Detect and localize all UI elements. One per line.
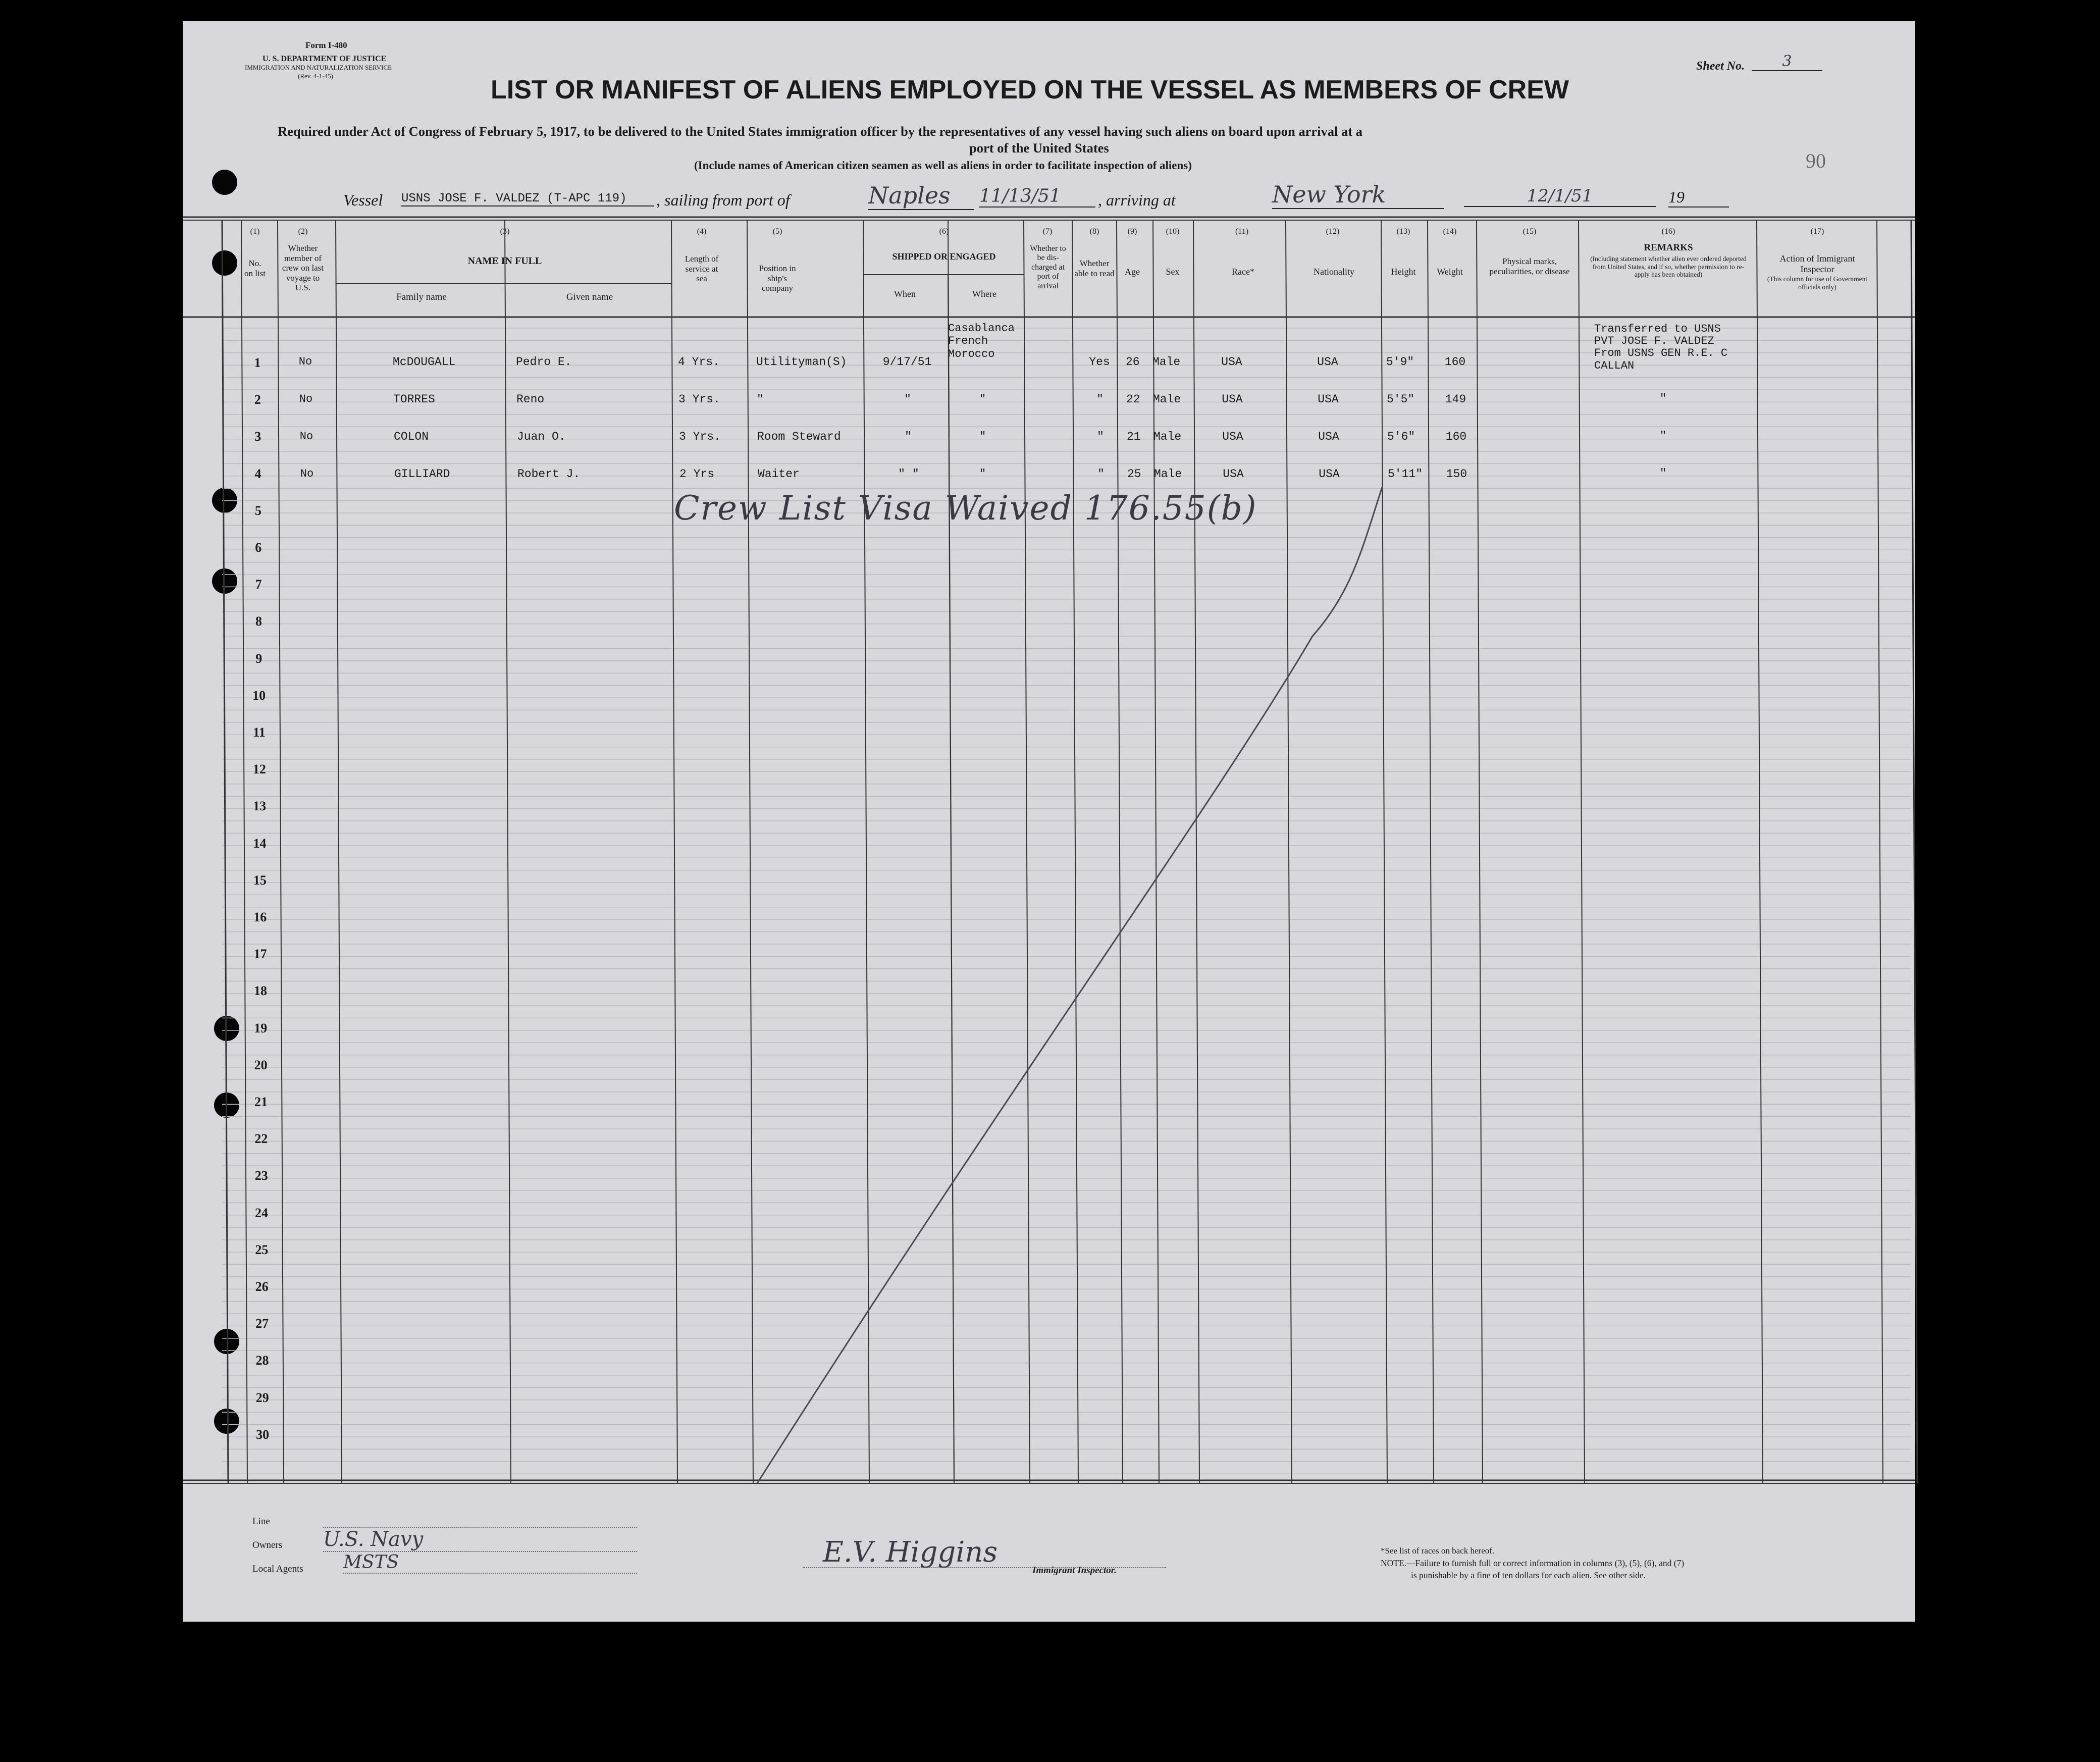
row-number: 28 (255, 1353, 269, 1368)
col-num-7: (7) (1042, 227, 1053, 236)
form-title: LIST OR MANIFEST OF ALIENS EMPLOYED ON THE VESSEL AS MEMBERS OF CREW (491, 75, 1569, 105)
row-number: 16 (253, 910, 267, 924)
length-of-service-cell: 4 Yrs. (678, 355, 720, 369)
year-label: 19 (1668, 188, 1729, 208)
previous-voyage-cell: No (300, 468, 314, 480)
col-num-8: (8) (1089, 227, 1099, 236)
height-cell: 5'6" (1387, 430, 1415, 443)
header-no-on-list: No. on list (244, 258, 266, 278)
races-note: *See list of races on back hereof. (1381, 1546, 1495, 1556)
row-number: 14 (253, 836, 267, 851)
form-subtitle: Required under Act of Congress of February 5, 1917, to be delivered to the United States immigration officer by the representatives of any vessel having such aliens on board upon arrival at a (278, 124, 1362, 139)
remarks-cell: " (1660, 392, 1667, 405)
penalty-note-2: is punishable by a fine of ten dollars for each alien. See other side. (1411, 1570, 1646, 1580)
able-to-read-cell: " (1097, 430, 1104, 443)
race-cell: USA (1223, 468, 1244, 481)
position-cell: Waiter (758, 468, 800, 481)
row-number: 1 (254, 355, 261, 370)
vessel-label: Vessel (343, 191, 383, 209)
col-num-9: (9) (1127, 227, 1137, 236)
row-number: 30 (256, 1427, 270, 1442)
row-number: 24 (255, 1205, 269, 1220)
row-number: 25 (255, 1242, 269, 1257)
weight-cell: 150 (1446, 468, 1467, 481)
line-label: Line (252, 1516, 270, 1527)
shipped-when-cell: " " (898, 468, 919, 481)
sex-cell: Male (1153, 393, 1181, 406)
height-cell: 5'5" (1387, 393, 1415, 406)
race-cell: USA (1222, 430, 1243, 443)
shipped-when-cell: " (905, 430, 912, 443)
col-num-4: (4) (697, 227, 707, 236)
penalty-note: NOTE.—Failure to furnish full or correct information in columns (3), (5), (6), and (7) (1381, 1558, 1685, 1568)
col-num-11: (11) (1235, 227, 1249, 236)
family-name-cell: McDOUGALL (393, 355, 456, 369)
sex-cell: Male (1154, 468, 1182, 481)
header-length-of-service: Length of service at sea (685, 254, 719, 284)
age-cell: 21 (1127, 430, 1141, 443)
row-number: 4 (254, 466, 261, 481)
form-subtitle-2: port of the United States (969, 140, 1109, 156)
remarks-cell: " (1660, 430, 1667, 442)
row-number: 5 (254, 503, 261, 518)
able-to-read-cell: " (1096, 393, 1104, 406)
form-number: Form I-480 (305, 40, 347, 50)
col-num-14: (14) (1443, 227, 1457, 236)
arriving-label: , arriving at (1098, 191, 1176, 209)
local-agents-label: Local Agents (252, 1564, 303, 1574)
row-number: 20 (254, 1057, 268, 1072)
row-number: 7 (255, 577, 262, 592)
form-revision: (Rev. 4-1-45) (298, 72, 333, 80)
row-number: 26 (255, 1279, 269, 1294)
age-cell: 22 (1126, 393, 1140, 406)
header-family-name: Family name (396, 292, 447, 302)
previous-voyage-cell: No (299, 430, 313, 443)
family-name-cell: TORRES (393, 393, 435, 406)
weight-cell: 160 (1445, 430, 1467, 443)
form-note: (Include names of American citizen seamen as well as aliens in order to facilitate inspection of aliens) (694, 159, 1192, 172)
col-num-15: (15) (1522, 227, 1537, 236)
vessel-name: USNS JOSE F. VALDEZ (T-APC 119) (401, 192, 654, 206)
row-number: 8 (255, 614, 262, 629)
agency-service: IMMIGRATION AND NATURALIZATION SERVICE (245, 64, 392, 71)
row-number: 3 (254, 429, 261, 444)
header-weight: Weight (1437, 267, 1463, 277)
header-able-to-read: Whether able to read (1074, 258, 1115, 278)
row-number: 29 (255, 1390, 269, 1405)
remarks-cell: " (1660, 467, 1667, 480)
header-race: Race* (1232, 267, 1254, 277)
length-of-service-cell: 3 Yrs. (678, 393, 720, 406)
header-inspector-action: Action of Immigrant Inspector (1779, 253, 1855, 274)
row-number: 19 (254, 1020, 268, 1035)
header-given-name: Given name (566, 292, 613, 302)
col-num-10: (10) (1166, 227, 1180, 236)
race-cell: USA (1221, 355, 1242, 369)
previous-voyage-cell: No (299, 393, 313, 405)
col-num-1: (1) (250, 227, 260, 236)
row-number: 21 (254, 1095, 268, 1109)
shipped-where-cell: Casablanca French Morocco (948, 322, 1015, 360)
owners-value: U.S. Navy (323, 1528, 637, 1552)
row-number: 13 (253, 799, 267, 814)
header-when: When (894, 289, 916, 299)
col-num-16: (16) (1661, 227, 1675, 236)
position-cell: Room Steward (757, 430, 841, 443)
row-number: 6 (255, 540, 262, 555)
header-where: Where (972, 289, 996, 299)
length-of-service-cell: 2 Yrs (679, 468, 715, 481)
weight-cell: 149 (1445, 393, 1466, 406)
row-number: 2 (254, 392, 261, 407)
header-discharged: Whether to be dis-charged at port of arrival (1030, 244, 1066, 290)
sex-cell: Male (1153, 430, 1182, 443)
height-cell: 5'11" (1388, 468, 1423, 481)
arrival-date: 12/1/51 (1464, 186, 1656, 207)
given-name-cell: Reno (516, 393, 545, 406)
weight-cell: 160 (1444, 355, 1466, 369)
header-age: Age (1125, 267, 1140, 277)
header-inspector-note: (This column for use of Government officials only) (1767, 275, 1868, 291)
height-cell: 5'9" (1386, 355, 1414, 369)
given-name-cell: Juan O. (517, 430, 566, 443)
row-number: 17 (253, 947, 267, 962)
given-name-cell: Robert J. (517, 468, 581, 481)
header-shipped-or-engaged: SHIPPED OR ENGAGED (892, 251, 996, 262)
col-num-13: (13) (1396, 227, 1410, 236)
header-height: Height (1391, 267, 1416, 277)
nationality-cell: USA (1317, 355, 1338, 369)
col-num-2: (2) (298, 227, 308, 236)
family-name-cell: GILLIARD (394, 468, 450, 481)
header-physical-marks: Physical marks, peculiarities, or disease (1489, 256, 1570, 276)
header-remarks-note: (Including statement whether alien ever ordered deported from United States, and if so, whether permission to re-apply has been obtained) (1590, 255, 1747, 279)
col-num-5: (5) (772, 227, 782, 236)
remarks-cell: Transferred to USNS PVT JOSE F. VALDEZ From USNS GEN R.E. C CALLAN (1594, 323, 1728, 372)
sailing-label: , sailing from port of (656, 191, 790, 209)
position-cell: Utilityman(S) (756, 355, 847, 369)
age-cell: 25 (1127, 468, 1141, 481)
header-name-in-full: NAME IN FULL (467, 255, 542, 267)
able-to-read-cell: Yes (1089, 355, 1110, 369)
nationality-cell: USA (1319, 468, 1340, 481)
departure-port: Naples (868, 182, 974, 210)
owners-label: Owners (252, 1540, 283, 1550)
visa-waived-annotation: Crew List Visa Waived 176.55(b) (674, 489, 1257, 528)
previous-voyage-cell: No (298, 355, 312, 368)
header-remarks: REMARKS (1644, 242, 1693, 253)
sheet-label: Sheet No. (1696, 60, 1745, 73)
col-num-17: (17) (1810, 227, 1824, 236)
able-to-read-cell: " (1097, 468, 1105, 481)
shipped-when-cell: 9/17/51 (882, 355, 932, 369)
nationality-cell: USA (1318, 393, 1339, 406)
row-number: 22 (254, 1131, 268, 1147)
row-number: 23 (254, 1168, 268, 1183)
header-sex: Sex (1166, 267, 1180, 277)
race-cell: USA (1222, 393, 1243, 406)
age-cell: 26 (1126, 355, 1140, 369)
local-agents-value: MSTS (343, 1552, 637, 1574)
position-cell: " (757, 393, 764, 406)
row-number: 11 (253, 725, 266, 740)
col-num-3: (3) (500, 227, 510, 236)
shipped-where-cell: " (979, 468, 986, 480)
family-name-cell: COLON (394, 430, 429, 443)
length-of-service-cell: 3 Yrs. (679, 430, 721, 443)
agency-name: U. S. DEPARTMENT OF JUSTICE (262, 55, 387, 63)
row-number: 9 (255, 651, 262, 666)
header-previous-voyage: Whether member of crew on last voyage to U.S. (282, 243, 324, 293)
shipped-where-cell: " (979, 430, 986, 443)
shipped-where-cell: " (979, 393, 986, 405)
header-position: Position in ship's company (759, 264, 796, 293)
arrival-port: New York (1272, 181, 1444, 209)
shipped-when-cell: " (904, 393, 911, 406)
inspector-label: Immigrant Inspector. (1032, 1565, 1117, 1576)
page-stamp: 90 (1806, 149, 1826, 172)
row-number: 27 (255, 1316, 269, 1331)
row-number: 15 (253, 872, 267, 888)
row-number: 10 (252, 688, 266, 703)
nationality-cell: USA (1318, 430, 1339, 443)
row-number: 18 (253, 983, 267, 999)
col-num-6: (6) (939, 227, 949, 236)
sex-cell: Male (1152, 355, 1181, 369)
col-num-12: (12) (1326, 227, 1340, 236)
row-number: 12 (252, 762, 266, 777)
departure-date: 11/13/51 (979, 186, 1095, 208)
header-nationality: Nationality (1314, 267, 1354, 277)
inspector-signature: E.V. Higgins (823, 1536, 998, 1569)
given-name-cell: Pedro E. (516, 355, 572, 369)
sheet-number: 3 (1752, 53, 1822, 71)
